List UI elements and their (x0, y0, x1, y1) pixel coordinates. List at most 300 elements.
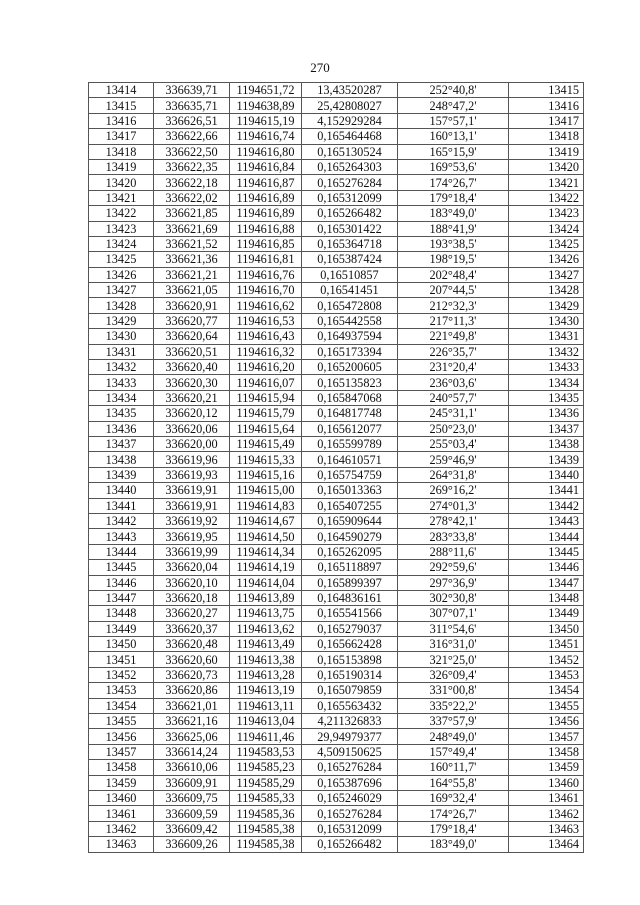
distance-cell: 0,165266482 (302, 206, 398, 221)
distance-cell: 0,165312099 (302, 190, 398, 205)
y-coordinate-cell: 1194616,76 (230, 267, 302, 282)
x-coordinate-cell: 336622,18 (154, 175, 230, 190)
distance-cell: 0,165662428 (302, 637, 398, 652)
point-id-cell: 13449 (89, 621, 154, 636)
distance-cell: 0,165266482 (302, 837, 398, 852)
y-coordinate-cell: 1194615,33 (230, 452, 302, 467)
y-coordinate-cell: 1194616,32 (230, 344, 302, 359)
table-row (89, 144, 584, 159)
y-coordinate-cell: 1194613,75 (230, 606, 302, 621)
next-point-id-cell: 13452 (509, 652, 584, 667)
x-coordinate-cell: 336620,91 (154, 298, 230, 313)
x-coordinate-cell: 336619,93 (154, 467, 230, 482)
y-coordinate-cell: 1194638,89 (230, 98, 302, 113)
bearing-cell: 183°49,0' (398, 206, 509, 221)
bearing-cell: 311°54,6' (398, 621, 509, 636)
next-point-id-cell: 13440 (509, 467, 584, 482)
bearing-cell: 193°38,5' (398, 236, 509, 251)
next-point-id-cell: 13419 (509, 144, 584, 159)
x-coordinate-cell: 336620,60 (154, 652, 230, 667)
point-id-cell: 13441 (89, 498, 154, 513)
x-coordinate-cell: 336621,52 (154, 236, 230, 251)
distance-cell: 0,165442558 (302, 313, 398, 328)
next-point-id-cell: 13457 (509, 729, 584, 744)
next-point-id-cell: 13431 (509, 329, 584, 344)
x-coordinate-cell: 336620,30 (154, 375, 230, 390)
distance-cell: 0,165135823 (302, 375, 398, 390)
distance-cell: 0,165118897 (302, 560, 398, 575)
bearing-cell: 250°23,0' (398, 421, 509, 436)
point-id-cell: 13454 (89, 698, 154, 713)
x-coordinate-cell: 336620,77 (154, 313, 230, 328)
x-coordinate-cell: 336621,36 (154, 252, 230, 267)
point-id-cell: 13436 (89, 421, 154, 436)
next-point-id-cell: 13424 (509, 221, 584, 236)
point-id-cell: 13430 (89, 329, 154, 344)
x-coordinate-cell: 336614,24 (154, 744, 230, 759)
next-point-id-cell: 13451 (509, 637, 584, 652)
next-point-id-cell: 13430 (509, 313, 584, 328)
point-id-cell: 13444 (89, 544, 154, 559)
distance-cell: 0,165464468 (302, 129, 398, 144)
x-coordinate-cell: 336609,59 (154, 806, 230, 821)
y-coordinate-cell: 1194615,79 (230, 406, 302, 421)
x-coordinate-cell: 336620,10 (154, 575, 230, 590)
table-row (89, 775, 584, 790)
next-point-id-cell: 13418 (509, 129, 584, 144)
y-coordinate-cell: 1194614,67 (230, 513, 302, 528)
next-point-id-cell: 13449 (509, 606, 584, 621)
bearing-cell: 165°15,9' (398, 144, 509, 159)
point-id-cell: 13431 (89, 344, 154, 359)
table-row (89, 837, 584, 852)
point-id-cell: 13434 (89, 390, 154, 405)
y-coordinate-cell: 1194614,19 (230, 560, 302, 575)
x-coordinate-cell: 336622,50 (154, 144, 230, 159)
distance-cell: 0,165541566 (302, 606, 398, 621)
y-coordinate-cell: 1194613,28 (230, 667, 302, 682)
bearing-cell: 160°13,1' (398, 129, 509, 144)
bearing-cell: 212°32,3' (398, 298, 509, 313)
x-coordinate-cell: 336609,75 (154, 790, 230, 805)
x-coordinate-cell: 336622,35 (154, 159, 230, 174)
next-point-id-cell: 13458 (509, 744, 584, 759)
distance-cell: 0,165612077 (302, 421, 398, 436)
distance-cell: 0,165472808 (302, 298, 398, 313)
table-row (89, 544, 584, 559)
table-row (89, 221, 584, 236)
table-row (89, 744, 584, 759)
x-coordinate-cell: 336619,92 (154, 513, 230, 528)
table-row (89, 406, 584, 421)
x-coordinate-cell: 336621,85 (154, 206, 230, 221)
y-coordinate-cell: 1194616,87 (230, 175, 302, 190)
distance-cell: 0,165264303 (302, 159, 398, 174)
bearing-cell: 183°49,0' (398, 837, 509, 852)
table-row (89, 267, 584, 282)
y-coordinate-cell: 1194615,00 (230, 483, 302, 498)
y-coordinate-cell: 1194613,19 (230, 683, 302, 698)
point-id-cell: 13432 (89, 360, 154, 375)
point-id-cell: 13458 (89, 760, 154, 775)
point-id-cell: 13453 (89, 683, 154, 698)
distance-cell: 0,165599789 (302, 436, 398, 451)
table-row (89, 760, 584, 775)
next-point-id-cell: 13425 (509, 236, 584, 251)
table-row (89, 621, 584, 636)
point-id-cell: 13419 (89, 159, 154, 174)
x-coordinate-cell: 336635,71 (154, 98, 230, 113)
bearing-cell: 326°09,4' (398, 667, 509, 682)
next-point-id-cell: 13433 (509, 360, 584, 375)
y-coordinate-cell: 1194616,80 (230, 144, 302, 159)
distance-cell: 0,165312099 (302, 821, 398, 836)
x-coordinate-cell: 336619,91 (154, 498, 230, 513)
point-id-cell: 13439 (89, 467, 154, 482)
y-coordinate-cell: 1194613,04 (230, 714, 302, 729)
point-id-cell: 13417 (89, 129, 154, 144)
bearing-cell: 252°40,8' (398, 83, 509, 98)
x-coordinate-cell: 336620,06 (154, 421, 230, 436)
bearing-cell: 198°19,5' (398, 252, 509, 267)
y-coordinate-cell: 1194616,53 (230, 313, 302, 328)
point-id-cell: 13415 (89, 98, 154, 113)
point-id-cell: 13459 (89, 775, 154, 790)
y-coordinate-cell: 1194613,62 (230, 621, 302, 636)
next-point-id-cell: 13420 (509, 159, 584, 174)
point-id-cell: 13452 (89, 667, 154, 682)
bearing-cell: 259°46,9' (398, 452, 509, 467)
bearing-cell: 269°16,2' (398, 483, 509, 498)
table-row (89, 190, 584, 205)
y-coordinate-cell: 1194613,11 (230, 698, 302, 713)
x-coordinate-cell: 336619,91 (154, 483, 230, 498)
distance-cell: 0,164590279 (302, 529, 398, 544)
bearing-cell: 169°53,6' (398, 159, 509, 174)
x-coordinate-cell: 336619,95 (154, 529, 230, 544)
distance-cell: 13,43520287 (302, 83, 398, 98)
table-row (89, 652, 584, 667)
bearing-cell: 264°31,8' (398, 467, 509, 482)
bearing-cell: 248°49,0' (398, 729, 509, 744)
y-coordinate-cell: 1194615,16 (230, 467, 302, 482)
distance-cell: 29,94979377 (302, 729, 398, 744)
y-coordinate-cell: 1194616,43 (230, 329, 302, 344)
next-point-id-cell: 13447 (509, 575, 584, 590)
bearing-cell: 255°03,4' (398, 436, 509, 451)
table-row (89, 313, 584, 328)
y-coordinate-cell: 1194616,84 (230, 159, 302, 174)
next-point-id-cell: 13429 (509, 298, 584, 313)
point-id-cell: 13433 (89, 375, 154, 390)
y-coordinate-cell: 1194616,62 (230, 298, 302, 313)
distance-cell: 0,164836161 (302, 590, 398, 605)
table-row (89, 560, 584, 575)
x-coordinate-cell: 336622,66 (154, 129, 230, 144)
table-row (89, 498, 584, 513)
table-row (89, 344, 584, 359)
x-coordinate-cell: 336619,96 (154, 452, 230, 467)
y-coordinate-cell: 1194616,89 (230, 190, 302, 205)
bearing-cell: 337°57,9' (398, 714, 509, 729)
table-row (89, 375, 584, 390)
x-coordinate-cell: 336619,99 (154, 544, 230, 559)
table-row (89, 683, 584, 698)
y-coordinate-cell: 1194613,38 (230, 652, 302, 667)
y-coordinate-cell: 1194616,70 (230, 283, 302, 298)
point-id-cell: 13416 (89, 113, 154, 128)
next-point-id-cell: 13415 (509, 83, 584, 98)
y-coordinate-cell: 1194614,34 (230, 544, 302, 559)
distance-cell: 0,164937594 (302, 329, 398, 344)
distance-cell: 0,165909644 (302, 513, 398, 528)
table-row (89, 236, 584, 251)
point-id-cell: 13460 (89, 790, 154, 805)
point-id-cell: 13429 (89, 313, 154, 328)
y-coordinate-cell: 1194585,29 (230, 775, 302, 790)
bearing-cell: 174°26,7' (398, 806, 509, 821)
bearing-cell: 179°18,4' (398, 821, 509, 836)
bearing-cell: 164°55,8' (398, 775, 509, 790)
table-row (89, 360, 584, 375)
next-point-id-cell: 13463 (509, 821, 584, 836)
distance-cell: 4,509150625 (302, 744, 398, 759)
table-row (89, 637, 584, 652)
point-id-cell: 13450 (89, 637, 154, 652)
next-point-id-cell: 13462 (509, 806, 584, 821)
next-point-id-cell: 13455 (509, 698, 584, 713)
bearing-cell: 157°57,1' (398, 113, 509, 128)
bearing-cell: 274°01,3' (398, 498, 509, 513)
x-coordinate-cell: 336621,69 (154, 221, 230, 236)
distance-cell: 4,211326833 (302, 714, 398, 729)
distance-cell: 0,165173394 (302, 344, 398, 359)
bearing-cell: 169°32,4' (398, 790, 509, 805)
table-row (89, 283, 584, 298)
y-coordinate-cell: 1194613,89 (230, 590, 302, 605)
next-point-id-cell: 13428 (509, 283, 584, 298)
x-coordinate-cell: 336621,21 (154, 267, 230, 282)
y-coordinate-cell: 1194615,19 (230, 113, 302, 128)
bearing-cell: 283°33,8' (398, 529, 509, 544)
point-id-cell: 13428 (89, 298, 154, 313)
next-point-id-cell: 13442 (509, 498, 584, 513)
x-coordinate-cell: 336620,86 (154, 683, 230, 698)
next-point-id-cell: 13461 (509, 790, 584, 805)
x-coordinate-cell: 336620,37 (154, 621, 230, 636)
next-point-id-cell: 13441 (509, 483, 584, 498)
bearing-cell: 297°36,9' (398, 575, 509, 590)
bearing-cell: 307°07,1' (398, 606, 509, 621)
next-point-id-cell: 13423 (509, 206, 584, 221)
distance-cell: 0,165276284 (302, 806, 398, 821)
distance-cell: 0,165079859 (302, 683, 398, 698)
table-row (89, 606, 584, 621)
bearing-cell: 321°25,0' (398, 652, 509, 667)
bearing-cell: 157°49,4' (398, 744, 509, 759)
y-coordinate-cell: 1194583,53 (230, 744, 302, 759)
next-point-id-cell: 13460 (509, 775, 584, 790)
table-row (89, 436, 584, 451)
distance-cell: 0,165563432 (302, 698, 398, 713)
point-id-cell: 13451 (89, 652, 154, 667)
next-point-id-cell: 13421 (509, 175, 584, 190)
distance-cell: 0,165279037 (302, 621, 398, 636)
bearing-cell: 221°49,8' (398, 329, 509, 344)
point-id-cell: 13442 (89, 513, 154, 528)
point-id-cell: 13414 (89, 83, 154, 98)
bearing-cell: 179°18,4' (398, 190, 509, 205)
next-point-id-cell: 13453 (509, 667, 584, 682)
bearing-cell: 188°41,9' (398, 221, 509, 236)
point-id-cell: 13438 (89, 452, 154, 467)
table-row (89, 513, 584, 528)
y-coordinate-cell: 1194615,64 (230, 421, 302, 436)
point-id-cell: 13437 (89, 436, 154, 451)
next-point-id-cell: 13448 (509, 590, 584, 605)
distance-cell: 0,165013363 (302, 483, 398, 498)
next-point-id-cell: 13436 (509, 406, 584, 421)
point-id-cell: 13446 (89, 575, 154, 590)
y-coordinate-cell: 1194615,49 (230, 436, 302, 451)
distance-cell: 0,165200605 (302, 360, 398, 375)
point-id-cell: 13424 (89, 236, 154, 251)
point-id-cell: 13463 (89, 837, 154, 852)
y-coordinate-cell: 1194585,23 (230, 760, 302, 775)
point-id-cell: 13422 (89, 206, 154, 221)
point-id-cell: 13455 (89, 714, 154, 729)
x-coordinate-cell: 336625,06 (154, 729, 230, 744)
point-id-cell: 13457 (89, 744, 154, 759)
distance-cell: 0,165276284 (302, 175, 398, 190)
point-id-cell: 13448 (89, 606, 154, 621)
next-point-id-cell: 13434 (509, 375, 584, 390)
y-coordinate-cell: 1194615,94 (230, 390, 302, 405)
distance-cell: 4,152929284 (302, 113, 398, 128)
y-coordinate-cell: 1194651,72 (230, 83, 302, 98)
table-row (89, 729, 584, 744)
table-row (89, 698, 584, 713)
table-row (89, 113, 584, 128)
x-coordinate-cell: 336621,01 (154, 698, 230, 713)
table-row (89, 390, 584, 405)
table-row (89, 821, 584, 836)
bearing-cell: 302°30,8' (398, 590, 509, 605)
x-coordinate-cell: 336620,00 (154, 436, 230, 451)
coordinates-table (88, 82, 584, 853)
distance-cell: 0,165754759 (302, 467, 398, 482)
page-number: 270 (310, 60, 330, 75)
next-point-id-cell: 13432 (509, 344, 584, 359)
next-point-id-cell: 13444 (509, 529, 584, 544)
distance-cell: 0,165387424 (302, 252, 398, 267)
distance-cell: 0,165407255 (302, 498, 398, 513)
next-point-id-cell: 13450 (509, 621, 584, 636)
table-row (89, 298, 584, 313)
distance-cell: 0,165153898 (302, 652, 398, 667)
table-row (89, 483, 584, 498)
bearing-cell: 288°11,6' (398, 544, 509, 559)
next-point-id-cell: 13454 (509, 683, 584, 698)
x-coordinate-cell: 336620,04 (154, 560, 230, 575)
bearing-cell: 202°48,4' (398, 267, 509, 282)
x-coordinate-cell: 336620,51 (154, 344, 230, 359)
next-point-id-cell: 13426 (509, 252, 584, 267)
distance-cell: 0,165364718 (302, 236, 398, 251)
point-id-cell: 13445 (89, 560, 154, 575)
distance-cell: 0,165387696 (302, 775, 398, 790)
bearing-cell: 217°11,3' (398, 313, 509, 328)
point-id-cell: 13427 (89, 283, 154, 298)
x-coordinate-cell: 336621,16 (154, 714, 230, 729)
next-point-id-cell: 13443 (509, 513, 584, 528)
table-row (89, 575, 584, 590)
next-point-id-cell: 13439 (509, 452, 584, 467)
next-point-id-cell: 13437 (509, 421, 584, 436)
bearing-cell: 207°44,5' (398, 283, 509, 298)
distance-cell: 25,42808027 (302, 98, 398, 113)
y-coordinate-cell: 1194585,38 (230, 837, 302, 852)
point-id-cell: 13443 (89, 529, 154, 544)
distance-cell: 0,16510857 (302, 267, 398, 282)
point-id-cell: 13426 (89, 267, 154, 282)
y-coordinate-cell: 1194616,20 (230, 360, 302, 375)
x-coordinate-cell: 336620,64 (154, 329, 230, 344)
distance-cell: 0,165190314 (302, 667, 398, 682)
next-point-id-cell: 13446 (509, 560, 584, 575)
distance-cell: 0,164817748 (302, 406, 398, 421)
table-row (89, 129, 584, 144)
table-row (89, 714, 584, 729)
y-coordinate-cell: 1194616,81 (230, 252, 302, 267)
point-id-cell: 13421 (89, 190, 154, 205)
x-coordinate-cell: 336620,40 (154, 360, 230, 375)
y-coordinate-cell: 1194614,50 (230, 529, 302, 544)
y-coordinate-cell: 1194585,36 (230, 806, 302, 821)
table-row (89, 421, 584, 436)
x-coordinate-cell: 336622,02 (154, 190, 230, 205)
point-id-cell: 13440 (89, 483, 154, 498)
next-point-id-cell: 13416 (509, 98, 584, 113)
x-coordinate-cell: 336620,27 (154, 606, 230, 621)
table-row (89, 83, 584, 98)
table-row (89, 590, 584, 605)
table-row (89, 98, 584, 113)
bearing-cell: 248°47,2' (398, 98, 509, 113)
distance-cell: 0,165899397 (302, 575, 398, 590)
bearing-cell: 240°57,7' (398, 390, 509, 405)
x-coordinate-cell: 336639,71 (154, 83, 230, 98)
next-point-id-cell: 13417 (509, 113, 584, 128)
bearing-cell: 231°20,4' (398, 360, 509, 375)
bearing-cell: 292°59,6' (398, 560, 509, 575)
x-coordinate-cell: 336620,18 (154, 590, 230, 605)
bearing-cell: 331°00,8' (398, 683, 509, 698)
x-coordinate-cell: 336620,12 (154, 406, 230, 421)
y-coordinate-cell: 1194613,49 (230, 637, 302, 652)
distance-cell: 0,165262095 (302, 544, 398, 559)
next-point-id-cell: 13456 (509, 714, 584, 729)
distance-cell: 0,164610571 (302, 452, 398, 467)
bearing-cell: 236°03,6' (398, 375, 509, 390)
next-point-id-cell: 13445 (509, 544, 584, 559)
point-id-cell: 13418 (89, 144, 154, 159)
point-id-cell: 13435 (89, 406, 154, 421)
table-row (89, 806, 584, 821)
next-point-id-cell: 13427 (509, 267, 584, 282)
distance-cell: 0,165847068 (302, 390, 398, 405)
point-id-cell: 13447 (89, 590, 154, 605)
